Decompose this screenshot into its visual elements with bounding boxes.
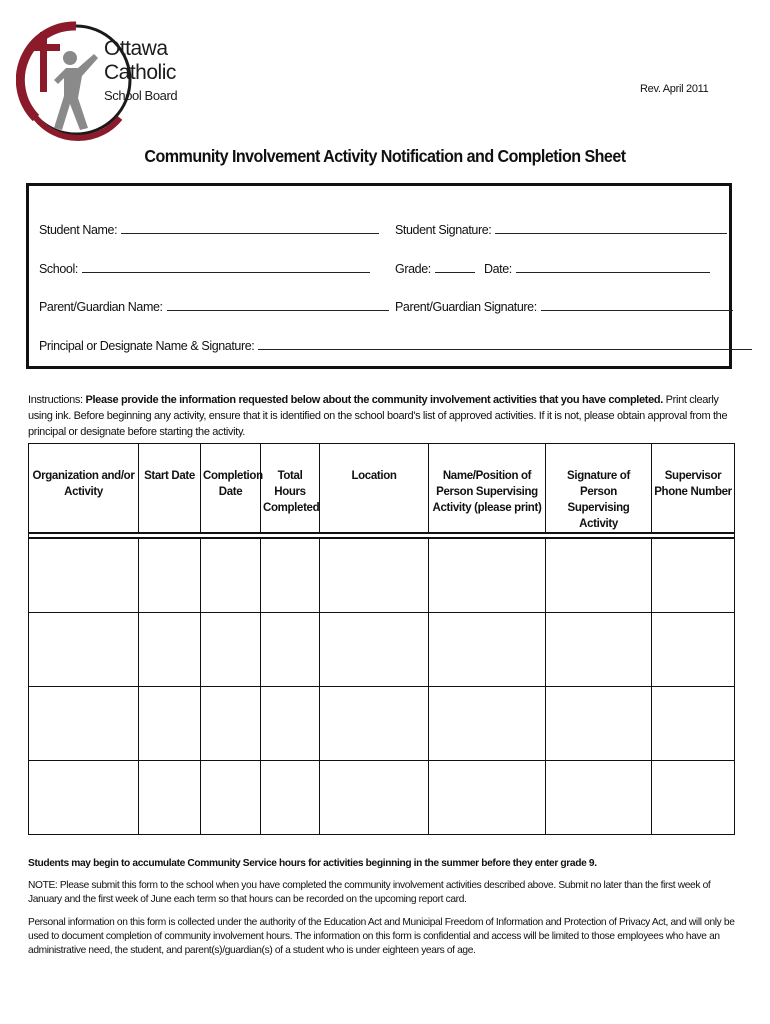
cell-supervisor-signature[interactable] — [546, 613, 652, 687]
cell-start-date[interactable] — [139, 761, 201, 835]
table-row — [29, 687, 735, 761]
grade-line[interactable] — [435, 260, 475, 273]
parent-name-field[interactable] — [39, 298, 389, 314]
header-completion-date: Completion Date — [201, 444, 261, 534]
header-supervisor-name: Name/Position of Person Supervising Activity (please print) — [429, 444, 546, 534]
header-start-date: Start Date — [139, 444, 201, 534]
school-field[interactable] — [39, 260, 370, 276]
principal-line[interactable] — [258, 337, 752, 350]
header-total-hours: Total Hours Completed — [261, 444, 320, 534]
activity-table — [28, 443, 735, 835]
revision-date: Rev. April 2011 — [640, 83, 709, 95]
grade-label: Grade: — [395, 262, 431, 276]
cell-supervisor-signature[interactable] — [546, 687, 652, 761]
cell-location[interactable] — [320, 761, 429, 835]
cell-completion-date[interactable] — [201, 538, 261, 613]
parent-name-line[interactable] — [167, 298, 389, 311]
cell-supervisor-phone[interactable] — [652, 538, 735, 613]
cell-supervisor-signature[interactable] — [546, 761, 652, 835]
cell-completion-date[interactable] — [201, 761, 261, 835]
cell-start-date[interactable] — [139, 613, 201, 687]
student-name-label: Student Name: — [39, 223, 118, 237]
cell-location[interactable] — [320, 687, 429, 761]
school-label: School: — [39, 262, 78, 276]
cell-supervisor-signature[interactable] — [546, 538, 652, 613]
table-row — [29, 613, 735, 687]
cell-organization[interactable] — [29, 538, 139, 613]
logo-wordmark — [104, 38, 177, 102]
date-label: Date: — [484, 262, 512, 276]
date-line[interactable] — [516, 260, 710, 273]
parent-signature-line[interactable] — [541, 298, 733, 311]
cell-supervisor-name[interactable] — [429, 538, 546, 613]
student-name-field[interactable] — [39, 221, 379, 237]
header-location: Location — [320, 444, 429, 534]
logo-line-3: School Board — [104, 88, 178, 103]
cell-organization[interactable] — [29, 613, 139, 687]
page-title: Community Involvement Activity Notification and Completion Sheet — [144, 146, 626, 166]
cell-total-hours[interactable] — [261, 761, 320, 835]
cell-completion-date[interactable] — [201, 687, 261, 761]
instructions — [28, 392, 738, 440]
cell-supervisor-name[interactable] — [429, 687, 546, 761]
parent-signature-label: Parent/Guardian Signature: — [395, 300, 537, 314]
cell-organization[interactable] — [29, 687, 139, 761]
cell-total-hours[interactable] — [261, 538, 320, 613]
cell-total-hours[interactable] — [261, 613, 320, 687]
principal-label: Principal or Designate Name & Signature: — [39, 339, 255, 353]
header-supervisor-phone: Supervisor Phone Number — [652, 444, 735, 534]
cell-total-hours[interactable] — [261, 687, 320, 761]
logo-line-2: Catholic — [104, 61, 176, 84]
student-signature-label: Student Signature: — [395, 223, 492, 237]
student-info-box — [26, 183, 732, 369]
cell-completion-date[interactable] — [201, 613, 261, 687]
grade-9-note: Students may begin to accumulate Community Service hours for activities beginning in the summer before they enter grade 9. — [28, 858, 597, 869]
table-row — [29, 538, 735, 613]
principal-field[interactable] — [39, 337, 752, 353]
parent-name-label: Parent/Guardian Name: — [39, 300, 163, 314]
instructions-rest: Print clearly using ink. Before beginning any activity, ensure that it is identified on the school board's list of approved activities. If it is not, please obtain approval from the principal or designate before starting the activity. — [28, 394, 728, 438]
student-signature-field[interactable] — [395, 221, 727, 237]
instructions-lead: Instructions: — [28, 394, 83, 406]
instructions-bold: Please provide the information requested below about the community involvement activities that you have completed. — [85, 394, 663, 406]
logo-line-1: Ottawa — [104, 37, 168, 60]
privacy-notice: Personal information on this form is collected under the authority of the Education Act and Municipal Freedom of Information and Protection of Privacy Act, and will only be used to document completion of community involvement hours. The information on this form is confidential and access will be limited to those employees who have an administrative need, the student, and parent(s)/guardian(s) of a student who is under eighteen years of age. — [28, 917, 735, 956]
cell-start-date[interactable] — [139, 538, 201, 613]
school-line[interactable] — [82, 260, 370, 273]
cell-organization[interactable] — [29, 761, 139, 835]
date-field[interactable] — [484, 260, 710, 276]
cell-supervisor-name[interactable] — [429, 613, 546, 687]
grade-field[interactable] — [395, 260, 475, 276]
submission-note: NOTE: Please submit this form to the school when you have completed the community involvement activities described above. Submit no later than the first week of January and the first week of June each term so that hours can be recorded on the upcoming report card. — [28, 880, 711, 905]
parent-signature-field[interactable] — [395, 298, 733, 314]
header-supervisor-signature: Signature of Person Supervising Activity — [546, 444, 652, 534]
cell-supervisor-phone[interactable] — [652, 613, 735, 687]
student-signature-line[interactable] — [495, 221, 727, 234]
cell-location[interactable] — [320, 538, 429, 613]
student-name-line[interactable] — [121, 221, 379, 234]
cell-supervisor-phone[interactable] — [652, 761, 735, 835]
cell-start-date[interactable] — [139, 687, 201, 761]
header-organization: Organization and/or Activity — [29, 444, 139, 534]
cell-location[interactable] — [320, 613, 429, 687]
table-row — [29, 761, 735, 835]
cell-supervisor-phone[interactable] — [652, 687, 735, 761]
cell-supervisor-name[interactable] — [429, 761, 546, 835]
table-header-row — [29, 444, 735, 534]
